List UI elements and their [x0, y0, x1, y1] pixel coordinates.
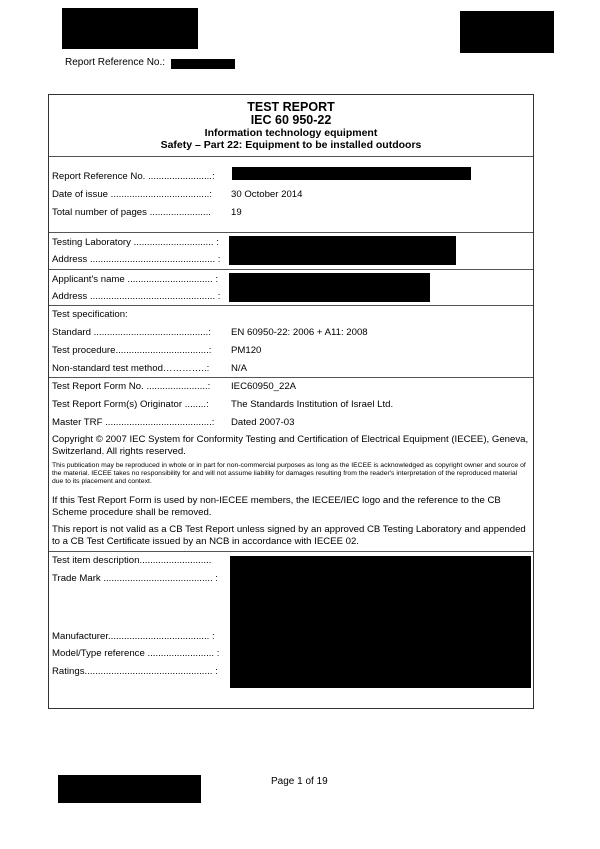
total-pages-value: 19 [231, 207, 242, 218]
testing-laboratory-label: Testing Laboratory .............................. : [52, 237, 219, 248]
manufacturer-label: Manufacturer...................................... : [52, 631, 215, 642]
divider [49, 551, 533, 552]
test-specification-label: Test specification: [52, 309, 128, 320]
report-title: TEST REPORT [247, 100, 335, 114]
redacted-laboratory [229, 236, 456, 265]
validity-notice: This report is not valid as a CB Test Report unless signed by an approved CB Testing Laboratory and appended to a CB Test Certificate issued by an NCB in accordance with IECEE 02. [52, 524, 526, 547]
divider [49, 377, 533, 378]
report-reference-label: Report Reference No. ........................: [52, 171, 215, 182]
redacted-report-reference [232, 167, 471, 180]
redacted-logo-right [460, 11, 554, 53]
redacted-logo-left [62, 8, 198, 49]
laboratory-address-label: Address ............................................... : [52, 254, 221, 265]
part-title: Safety – Part 22: Equipment to be installed outdoors [160, 139, 422, 151]
master-trf-value: Dated 2007-03 [231, 417, 295, 428]
total-pages-label: Total number of pages ....................... [52, 207, 211, 218]
test-procedure-value: PM120 [231, 345, 262, 356]
test-item-description-label: Test item description........................... [52, 555, 212, 566]
trade-mark-label: Trade Mark ......................................... : [52, 573, 218, 584]
non-standard-method-value: N/A [231, 363, 247, 374]
copyright-notice: Copyright © 2007 IEC System for Conformity Testing and Certification of Electrical Equipment (IECEE), Geneva, Switzerland. All rights reserved. [52, 434, 529, 457]
standard-title: IEC 60 950-22 [250, 113, 332, 127]
page-number: Page 1 of 19 [271, 776, 328, 787]
divider [49, 232, 533, 233]
test-procedure-label: Test procedure...................................: [52, 345, 212, 356]
form-number-value: IEC60950_22A [231, 381, 297, 392]
form-number-label: Test Report Form No. .......................: [52, 381, 211, 392]
redacted-header-reference [171, 59, 235, 69]
divider [49, 156, 533, 157]
redacted-test-item [230, 556, 531, 688]
standard-label: Standard ...........................................: [52, 327, 211, 338]
header-report-reference-label: Report Reference No.: [65, 57, 166, 68]
title-block [49, 101, 533, 151]
master-trf-label: Master TRF ........................................: [52, 417, 215, 428]
non-standard-method-label: Non-standard test method…………..: [52, 363, 210, 374]
ratings-label: Ratings................................................ : [52, 666, 218, 677]
applicant-address-label: Address ............................................... : [52, 291, 221, 302]
date-of-issue-label: Date of issue .....................................: [52, 189, 212, 200]
reproduction-notice: This publication may be reproduced in whole or in part for non-commercial purposes as long as the IECEE is acknowledged as copyright owner and source of the material. IECEE takes no responsibility for and will not assume liability for damages resulting from the reader's interpretation of the reproduced material due to its placement and context. [52, 462, 526, 486]
redacted-applicant [229, 273, 430, 302]
report-frame [48, 94, 534, 709]
form-originator-label: Test Report Form(s) Originator ........: [52, 399, 209, 410]
standard-value: EN 60950-22: 2006 + A11: 2008 [231, 327, 368, 338]
form-originator-value: The Standards Institution of Israel Ltd. [231, 399, 394, 410]
divider [49, 305, 533, 306]
divider [49, 269, 533, 270]
applicant-name-label: Applicant's name ................................ : [52, 274, 219, 285]
date-of-issue-value: 30 October 2014 [231, 189, 303, 200]
non-member-notice: If this Test Report Form is used by non-IECEE members, the IECEE/IEC logo and the reference to the CB Scheme procedure shall be removed. [52, 495, 501, 518]
redacted-footer-logo [58, 775, 201, 803]
model-type-label: Model/Type reference ......................... : [52, 648, 220, 659]
subject-title: Information technology equipment [204, 127, 378, 139]
